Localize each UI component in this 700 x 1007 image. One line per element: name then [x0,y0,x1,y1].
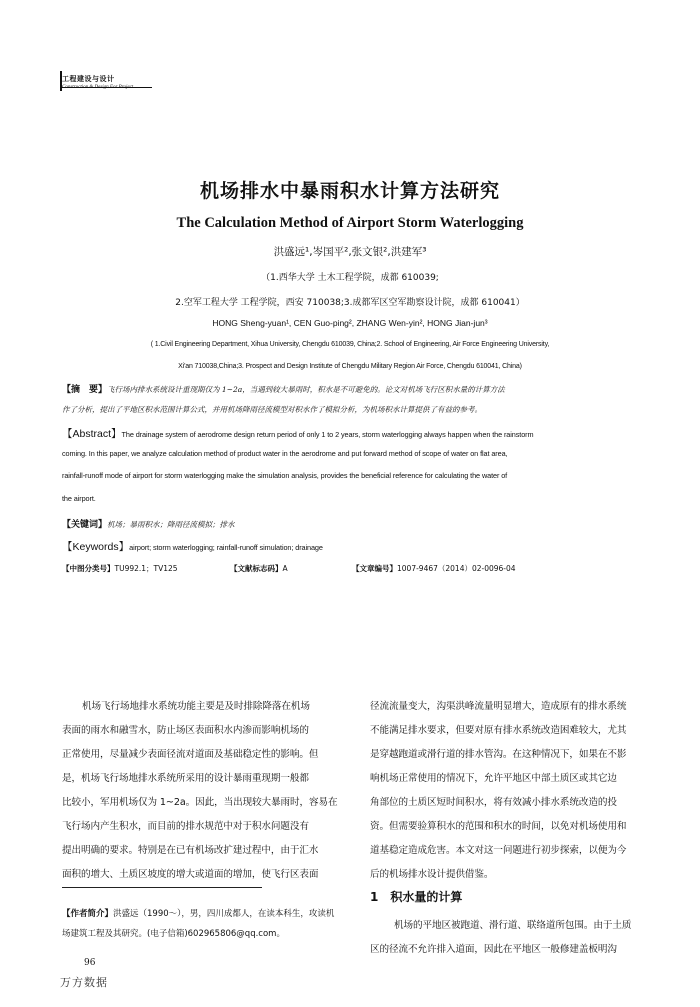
body-line: 机场飞行场地排水系统功能主要是及时排除降落在机场 [82,701,310,712]
keywords-en-label: 【Keywords】 [62,541,130,553]
clc-number [62,563,178,574]
paper-title-zh: 机场排水中暴雨积水计算方法研究 [199,180,500,202]
body-line: 机场的平地区被跑道、滑行道、联络道所包围。由于土质 [394,920,632,931]
abstract-en-label: 【Abstract】 [62,428,122,440]
abstract-en-line-4: the airport. [62,494,96,503]
body-line: 道基稳定造成危害。本文对这一问题进行初步探索，以便为今 [370,845,627,856]
body-line: 后的机场排水设计提供借鉴。 [370,869,494,880]
body-line: 资。但需要验算积水的范围和积水的时间，以免对机场使用和 [370,821,627,832]
affiliation-zh-line: （1.西华大学 土木工程学院，成都 610039; [261,273,439,283]
clc-value: TU992.1；TV125 [114,564,178,573]
article-number-label: 【文章编号】 [352,564,397,573]
keywords-zh-text: 机场；暴雨积水；降雨径流模拟；排水 [107,520,235,529]
author-bio-line-1 [62,907,334,919]
author-bio-label: 【作者简介】 [62,909,114,919]
body-line: 面积的增大、土质区坡度的增大或道面的增加，使飞行区表面 [62,869,319,880]
author-bio-line-2: 场建筑工程及其研究。(电子信箱)602965806@qq.com。 [62,929,285,939]
journal-name-zh: 工程建设与设计 [62,75,115,83]
body-line: 是穿越跑道或滑行道的排水管沟。在这种情况下，如果在不影 [370,749,627,760]
body-line: 飞行场内产生积水，而目前的排水规范中对于积水问题没有 [62,821,309,832]
keywords-en-line [62,539,323,554]
body-line: 正常使用，尽量减少表面径流对道面及基础稳定性的影响。但 [62,749,319,760]
abstract-en-line-2: coming. In this paper, we analyze calculation method of product water in the aerodrome and put forward method of scope of water on flat area, [62,449,508,458]
article-number-value: 1007-9467（2014）02-0096-04 [397,564,516,573]
author-bio-text: 洪盛远（1990～），男，四川成都人，在读本科生，攻读机 [113,909,335,919]
abstract-en-text: The drainage system of aerodrome design return period of only 1 to 2 years, storm waterlogging always happen when the rainstorm [121,430,534,439]
body-line: 响机场正常使用的情况下，允许平地区中部土质区或其它边 [370,773,617,784]
keywords-zh-line [62,517,235,530]
section-1-title: 1 积水量的计算 [370,890,463,904]
journal-header-rule [62,87,152,88]
page-number: 96 [84,958,96,968]
abstract-zh-text: 飞行场内排水系统设计重现期仅为 1~2a，当遇到较大暴雨时，积水是不可避免的。论文对机场飞行区积水量的计算方法 [107,385,505,394]
abstract-zh-label: 【摘 要】 [62,385,108,395]
body-line: 提出明确的要求。特别是在已有机场改扩建过程中，由于汇水 [62,845,319,856]
document-code [230,563,288,574]
body-line: 不能满足排水要求，但要对原有排水系统改造困难较大，尤其 [370,725,627,736]
article-number [352,563,516,574]
abstract-zh-line-2: 作了分析，提出了平地区积水范围计算公式，并用机场降雨径流模型对积水作了模拟分析，为机场积水计算提供了有益的参考。 [62,405,482,414]
abstract-en-line-1 [62,426,533,441]
document-code-value: A [282,564,288,573]
body-line: 是，机场飞行场地排水系统所采用的设计暴雨重现期一般都 [62,773,309,784]
body-line: 角部位的土质区短时间积水，将有效减小排水系统改造的投 [370,797,617,808]
affiliation-en-line: ( 1.Civil Engineering Department, Xihua University, Chengdu 610039, China;2. School of Engineering, Air Force Engineering University, [150,341,550,348]
clc-label: 【中图分类号】 [62,564,115,573]
abstract-zh-line-1 [62,382,505,395]
document-code-label: 【文献标志码】 [230,564,283,573]
footnote-rule [62,887,262,888]
body-line: 比较小，军用机场仅为 1~2a。因此，当出现较大暴雨时，容易在 [62,797,338,808]
keywords-zh-label: 【关键词】 [62,520,108,530]
authors-en: HONG Sheng-yuan¹, CEN Guo-ping², ZHANG Wen-yin², HONG Jian-jun³ [212,318,488,328]
keywords-en-text: airport; storm waterlogging; rainfall-runoff simulation; drainage [129,543,323,552]
body-line: 区的径流不允许排入道面，因此在平地区一般修建盖板明沟 [370,944,617,955]
watermark: 万方数据 [60,976,108,989]
affiliation-en-line: Xi'an 710038,China;3. Prospect and Design Institute of Chengdu Military Region Air Force, Chengdu 610041, China) [178,363,522,370]
paper-title-en: The Calculation Method of Airport Storm Waterlogging [176,215,524,231]
body-line: 表面的雨水和融雪水，防止场区表面积水内渗而影响机场的 [62,725,309,736]
affiliation-zh-line: 2.空军工程大学 工程学院，西安 710038;3.成都军区空军勘察设计院，成都 610041） [175,298,525,308]
authors-zh: 洪盛远¹,岑国平²,张文银²,洪建军³ [273,246,427,258]
body-line: 径流流量变大，沟渠洪峰流量明显增大，造成原有的排水系统 [370,701,627,712]
abstract-en-line-3: rainfall-runoff mode of airport for storm waterlogging make the simulation analysis, provides the beneficial reference for calculating the water of [62,471,508,480]
